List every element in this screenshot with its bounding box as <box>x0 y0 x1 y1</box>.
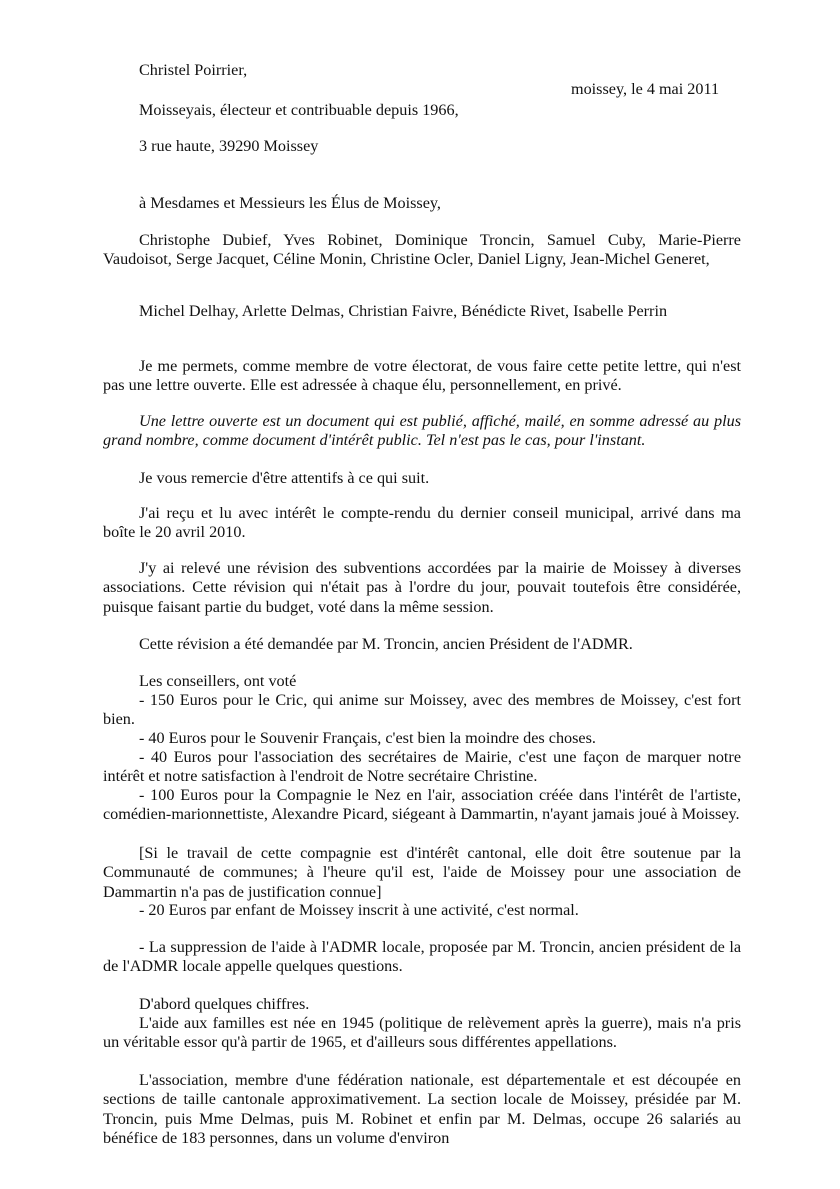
vote-item: - 150 Euros pour le Cric, qui anime sur Moissey, avec des membres de Moissey, c'est fort bien. <box>103 691 741 729</box>
revision-paragraph: J'y ai relevé une révision des subventions accordées par la mairie de Moissey à diverses associations. Cette révision qui n'était pas à l'ordre du jour, pouvait toutefois être considérée, puisque faisant partie du budget, voté dans la même session. <box>103 559 741 616</box>
vote-item: - 20 Euros par enfant de Moissey inscrit à une activité, c'est normal. <box>139 901 579 919</box>
intro-paragraph: Je me permets, comme membre de votre électorat, de vous faire cette petite lettre, qui n'est pas une lettre ouverte. Elle est adressée à chaque élu, personnellement, en privé. <box>103 357 741 395</box>
votes-intro: Les conseillers, ont voté <box>139 672 297 690</box>
vote-item: - 100 Euros pour la Compagnie le Nez en l'air, association créée dans l'intérêt de l'artiste, comédien-marionnettiste, Alexandre Picard, siégeant à Dammartin, n'ayant jamais joué à Moissey. <box>103 786 741 824</box>
vote-remark: [Si le travail de cette compagnie est d'intérêt cantonal, elle doit être soutenue par la Communauté de communes; à l'heure qu'il est, l'aide de Moissey pour une association de Dammartin n'a pas de justification connue] <box>103 844 741 901</box>
sender-name: Christel Poirrier, <box>139 61 248 79</box>
vote-item: - 40 Euros pour le Souvenir Français, c'est bien la moindre des choses. <box>139 729 596 747</box>
figures-intro: D'abord quelques chiffres. <box>139 995 310 1013</box>
vote-item: - 40 Euros pour l'association des secrétaires de Mairie, c'est une façon de marquer notre intérêt et notre satisfaction à l'endroit de Notre secrétaire Christine. <box>103 748 741 786</box>
addressee-line: à Mesdames et Messieurs les Élus de Moissey, <box>139 194 441 212</box>
letter-date: moissey, le 4 mai 2011 <box>571 80 720 98</box>
association-paragraph: L'association, membre d'une fédération nationale, est départementale et est découpée en sections de taille cantonale approximativement. La section locale de Moissey, présidée par M. Troncin, puis Mme Delmas, puis M. Robinet et enfin par M. Delmas, occupe 26 salariés au bénéfice de 183 personnes, dans un volume d'environ <box>103 1071 741 1148</box>
elected-officials-list-1: Christophe Dubief, Yves Robinet, Dominique Troncin, Samuel Cuby, Marie-Pierre Vaudoisot, Serge Jacquet, Céline Monin, Christine Ocler, Daniel Ligny, Jean-Michel Generet, <box>103 231 741 269</box>
intro-note: Une lettre ouverte est un document qui est publié, affiché, mailé, en somme adressé au plus grand nombre, comme document d'intérêt public. Tel n'est pas le cas, pour l'instant. <box>103 412 741 450</box>
thanks-paragraph: Je vous remercie d'être attentifs à ce qui suit. <box>139 469 430 487</box>
suppression-paragraph: - La suppression de l'aide à l'ADMR locale, proposée par M. Troncin, ancien président de la de l'ADMR locale appelle quelques questions. <box>103 938 741 976</box>
received-paragraph: J'ai reçu et lu avec intérêt le compte-rendu du dernier conseil municipal, arrivé dans ma boîte le 20 avril 2010. <box>103 504 741 542</box>
sender-description: Moisseyais, électeur et contribuable depuis 1966, <box>139 101 459 119</box>
history-paragraph: L'aide aux familles est née en 1945 (politique de relèvement après la guerre), mais n'a pris un véritable essor qu'à partir de 1965, et d'ailleurs sous différentes appellations. <box>103 1014 741 1052</box>
elected-officials-list-2: Michel Delhay, Arlette Delmas, Christian Faivre, Bénédicte Rivet, Isabelle Perrin <box>139 302 668 320</box>
sender-address: 3 rue haute, 39290 Moissey <box>139 137 319 155</box>
revision-request-line: Cette révision a été demandée par M. Troncin, ancien Président de l'ADMR. <box>139 635 633 653</box>
